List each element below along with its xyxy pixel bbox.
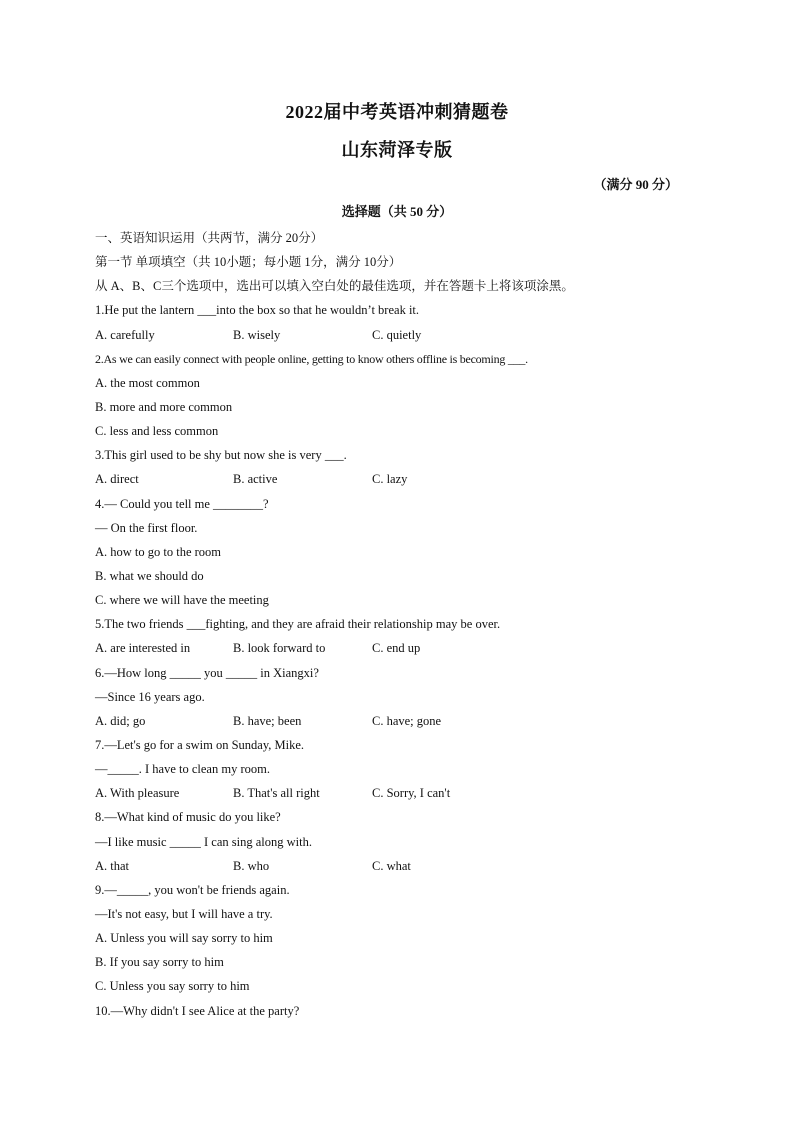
- question-dialogue-line: — On the first floor.: [95, 520, 198, 535]
- question-item: [95, 733, 695, 805]
- section-heading: 选择题（共 50 分）: [341, 204, 453, 219]
- question-dialogue-line: —Since 16 years ago.: [95, 689, 205, 704]
- option-c: C. what: [372, 858, 411, 873]
- option-b: B. That's all right: [233, 786, 320, 801]
- option-a: A. the most common: [95, 375, 200, 390]
- option-c: C. have; gone: [372, 713, 442, 728]
- exam-subtitle: 山东菏泽专版: [341, 140, 453, 160]
- question-item: [95, 492, 695, 613]
- total-score: （满分 90 分）: [593, 177, 678, 192]
- option-row: [95, 709, 695, 733]
- directions: 从 A、B、C三个选项中，选出可以填入空白处的最佳选项，并在答题卡上将该项涂黑。: [95, 279, 574, 294]
- question-item: [95, 298, 695, 346]
- option-b: B. look forward to: [233, 641, 326, 656]
- option-b: B. have; been: [233, 713, 302, 728]
- question-dialogue-line: —_____. I have to clean my room.: [95, 762, 270, 777]
- option-a: A. With pleasure: [95, 786, 180, 801]
- option-c: C. less and less common: [95, 424, 219, 439]
- option-c: C. where we will have the meeting: [95, 593, 269, 608]
- option-a: A. how to go to the room: [95, 544, 222, 559]
- exam-title: 2022届中考英语冲刺猜题卷: [285, 102, 509, 122]
- question-item: [95, 612, 695, 660]
- option-c: C. Unless you say sorry to him: [95, 979, 250, 994]
- option-c: C. Sorry, I can't: [372, 786, 451, 801]
- option-b: B. If you say sorry to him: [95, 955, 224, 970]
- exam-body: [95, 226, 695, 1023]
- option-a: A. carefully: [95, 327, 155, 342]
- question-stem: 6.—How long _____ you _____ in Xiangxi?: [95, 665, 319, 680]
- option-row: [95, 854, 695, 878]
- question-stem: 2.As we can easily connect with people online, getting to know others offline is becoming ___.: [95, 351, 528, 366]
- part-heading: 一、英语知识运用（共两节，满分 20分）: [95, 231, 324, 245]
- option-row: [95, 323, 695, 347]
- question-item: [95, 443, 695, 491]
- option-b: B. wisely: [233, 327, 281, 342]
- option-b: B. what we should do: [95, 568, 204, 583]
- question-stem: 1.He put the lantern ___into the box so that he wouldn’t break it.: [95, 303, 420, 318]
- option-c: C. end up: [372, 641, 421, 656]
- option-c: C. lazy: [372, 472, 408, 487]
- question-item: [95, 347, 695, 444]
- question-dialogue-line: —It's not easy, but I will have a try.: [95, 906, 273, 921]
- question-stem: 9.—_____, you won't be friends again.: [95, 882, 290, 897]
- subsection-heading: 第一节 单项填空（共 10小题；每小题 1分，满分 10分）: [95, 255, 402, 270]
- option-b: B. who: [233, 858, 270, 873]
- option-row: [95, 636, 695, 660]
- question-stem: 3.This girl used to be shy but now she is very ___.: [95, 448, 347, 463]
- question-stem: 10.—Why didn't I see Alice at the party?: [95, 1003, 300, 1018]
- option-a: A. that: [95, 858, 130, 873]
- question-list: [95, 298, 695, 1022]
- question-item: [95, 999, 695, 1023]
- question-item: [95, 878, 695, 999]
- question-stem: 8.—What kind of music do you like?: [95, 810, 281, 825]
- question-item: [95, 805, 695, 877]
- option-a: A. are interested in: [95, 641, 191, 656]
- option-row: [95, 467, 695, 491]
- question-stem: 4.— Could you tell me ________?: [95, 496, 269, 511]
- question-dialogue-line: —I like music _____ I can sing along with.: [95, 834, 312, 849]
- option-a: A. Unless you will say sorry to him: [95, 931, 273, 946]
- option-b: B. more and more common: [95, 399, 233, 414]
- option-c: C. quietly: [372, 327, 422, 342]
- option-row: [95, 781, 695, 805]
- question-stem: 7.—Let's go for a swim on Sunday, Mike.: [95, 737, 305, 752]
- option-a: A. direct: [95, 472, 139, 487]
- option-a: A. did; go: [95, 713, 146, 728]
- question-item: [95, 661, 695, 733]
- option-b: B. active: [233, 472, 278, 487]
- question-stem: 5.The two friends ___fighting, and they are afraid their relationship may be over.: [95, 617, 501, 632]
